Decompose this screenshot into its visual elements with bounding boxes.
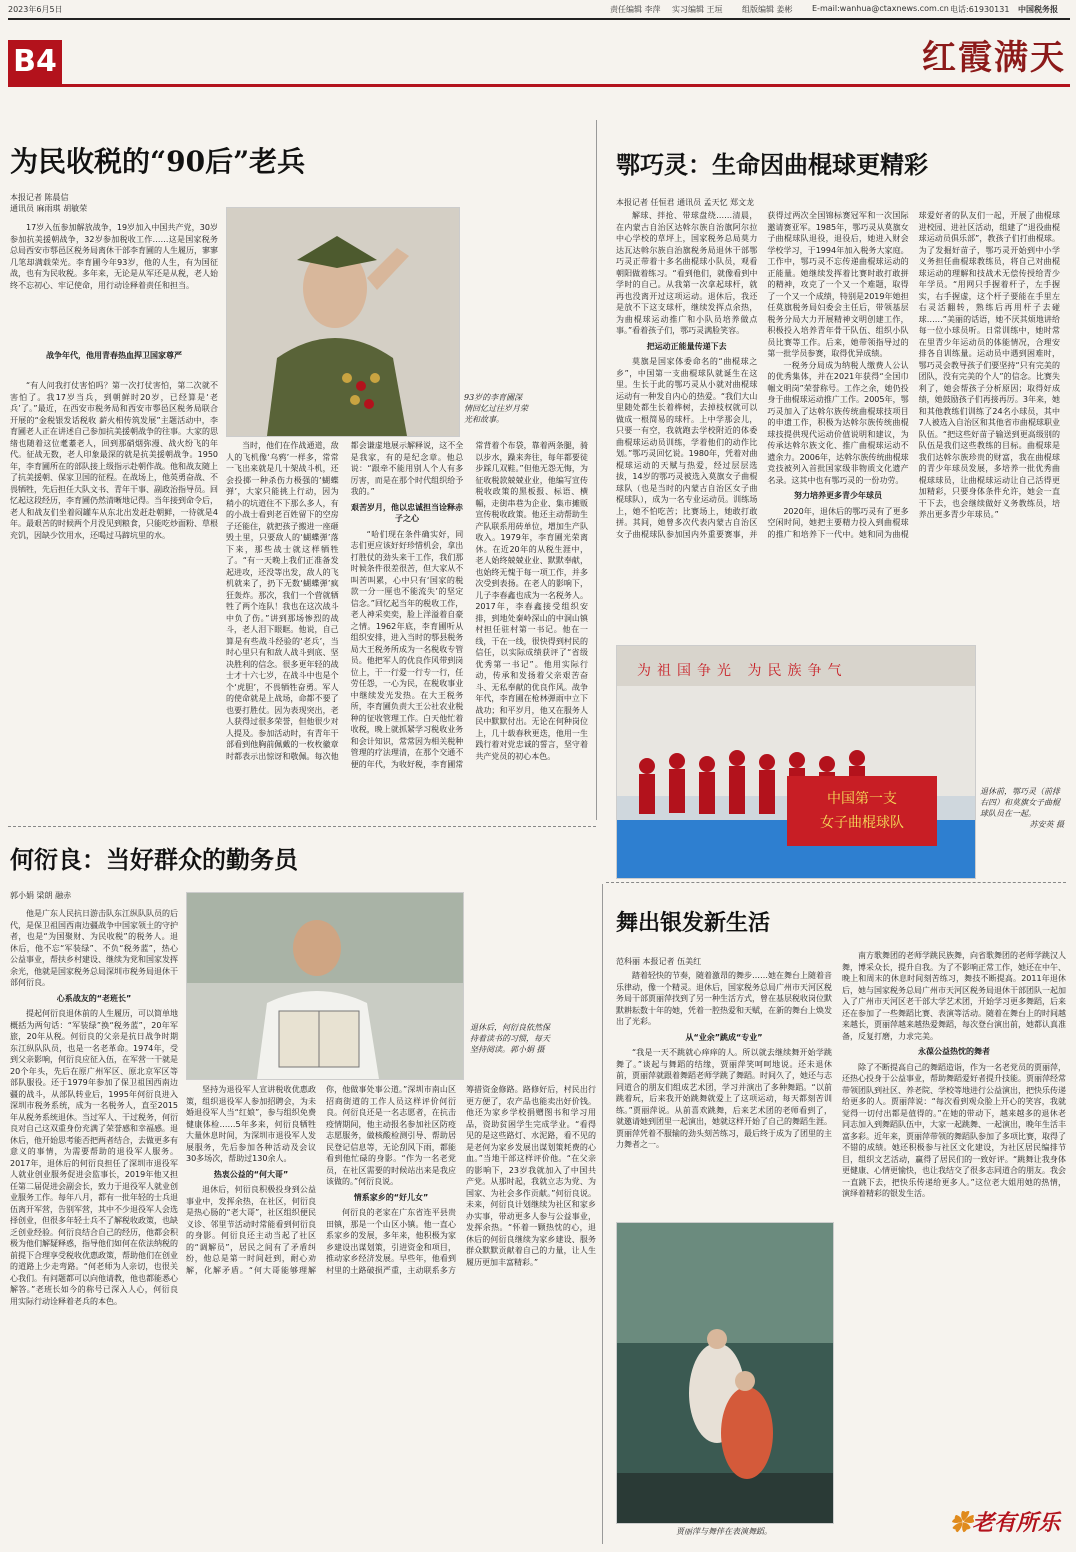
section-title: 红霞满天 — [922, 38, 1066, 78]
article3-headline: 何衍良：当好群众的勤务员 — [10, 845, 298, 874]
article3-body3: 坚持为退役军人宣讲税收优惠政策，组织退役军人参加招聘会，为未婚退役军人当“红娘”，参与组织免费健康体检……5年多来，何衍良牺牲大量休息时间，为深圳市退役军人发展服务，先后参加各种活动及会议30多场次，帮助过130余人。 — [186, 1085, 316, 1163]
article3-byline: 郭小娟 梁朗 融赤 — [10, 891, 72, 900]
article3-col1 — [10, 908, 178, 1544]
photo-banner: 为祖国争光 为民族争气 — [637, 663, 848, 679]
team-flag-line2: 女子曲棍球队 — [820, 815, 904, 831]
article2-caption — [980, 786, 1064, 830]
article3-body1: 他是广东人民抗日游击队东江纵队队员的后代，是保卫祖国西南边疆战争中国家领土的守护者，也是“为国聚财、为民收税”的税务人。退休后，他不忘“军装绿”、不负“税务蓝”，热心公益事业，帮扶乡村建设、继续为党和国家发挥余光，他就是国家税务总局深圳市税务局退休干部何衍良。 — [10, 909, 178, 987]
article2-subhead2: 努力培养更多青少年球员 — [793, 491, 882, 500]
article1-byline — [10, 192, 140, 214]
column-divider-bottom — [602, 884, 603, 1544]
section-logo — [950, 1506, 1070, 1542]
article3-body2: 提起何衍良退休前的人生履历，可以简单地概括为两句话：“军装绿”换“税务蓝”，20年军旅，20年从税。何衍良的父亲是抗日战争时期东江纵队队员，也是一名老革命。1974年，受到父亲影响，何衍良应征入伍，在军营一干就是20个年头，先后在原广州军区、原北京军区等部队服役。还于1979年参加了保卫祖国西南边疆的战斗，从部队转业后，1995年何衍良进入深圳市税务系统，成为一名税务人，直至2015年从税务系统退休。当过军人、干过税务，何衍良对自己这双重身份充满了荣誉感和幸福感。退休后，他开始思考能否把两者结合，去做更多有意义的事情，为需要帮助的退役军人服务。2017年，退休后的何衍良担任了深圳市退役军人就业创业服务促进会监事长，2019年他又担任第二届促进会副会长，致力于退役军人就业创业服务工作。每年八月，都有一批年轻的士兵退伍离开军营，告别军营，其中不少退役军人会选择创业，但很多年轻士兵不了解税收政策，也缺乏创业经验。何衍良结合自己的经历，他都会积极为他们解疑释惑，指导他们如何在依法纳税的前提下合理享受税收优惠政策，帮助他们在创业的道路上少走弯路。“何老师为人亲切，也很关心我们。有问题都可以向他请教，他也都能悉心解答。”老班长如今的称号已深入人心，何衍良用实际行动诠释着老兵的本色。 — [10, 1009, 178, 1306]
article4-col2 — [842, 950, 1066, 1430]
article4-col1 — [616, 970, 832, 1202]
article4-subhead1: 从“业余”跳成“专业” — [685, 1032, 763, 1042]
article2-body3: 一税务分局成为纳税人缴费人公认的优秀集体，并在2021年获得“全国巾帼文明岗”荣誉称号。工作之余，她仍投身于曲棍球运动推广工作。2005年，鄂巧灵加入了达斡尔族传统曲棍球技项目的申遗工作，积极为达斡尔族传统曲棍球技提供现代运动价值说明和建议，为传承达斡尔族文化、推广曲棍球运动不遗余力。2006年，达斡尔族传统曲棍球竞技被列入首批国家级非物质文化遗产名录。这其中也有鄂巧灵的一份功劳。 — [767, 360, 909, 485]
responsible-editor: 责任编辑 李萍 — [610, 5, 661, 14]
article2-photo — [616, 645, 976, 879]
section-rule — [8, 84, 1070, 87]
article1-body3-text: “哈们现在条件确实好，同志们更应该好好珍惜机会，拿出打胜仗的劲头来干工作，我们那时候条件很差很苦，但大家从不叫苦叫累，心中只有‘国家的税款一分一厘也不能流失’的坚定信念。”回忆起当年的税收工作，老人神采奕奕，脸上洋溢着自豪之情。1962年底，李育圃听从组织安排，进入当时的鄠县税务局大王税务所成为一名税收专管员。他把军人的优良作风带到岗位上，干一行爱一行专一行，任劳任怨，一心为民，在税收事业中继续发光发热。在大王税务所，李育圃负责大王公社农业税种的征收管理工作。白天他忙着收税，晚上就抓紧学习税收业务和会计知识，常常因为相关税种管理的疗法理清，在那个交通不便的年代，为收好税，李育圃常常背着个布袋，靠着两条腿，骑以步水，躁来奔往，每年都要徒步踩几双鞋。”但他无怨无悔，为征收税款兢兢业业，他编写宣传税收政策的黑板报、标语、横幅，走街串巷为企业、集市摊贩宣传税收政策。他还主动帮助生产队联系用砖单位，增加生产队收入。1979年，李育圃光荣离休。在近20年的从税生涯中，老人始终兢兢业业、默默奉献，也始终无愧于每一项工作，并多次受到表扬。在老人的影响下，儿子李春鑫也成为一名税务人。2017年，李春鑫接受组织安排，到地处秦岭深山的中洞山镇村担任驻村第一书记。他在一线，干在一线，很快得到村民的信任，以实际成绩获评了“省级优秀第一书记”。他用实际行动，传承和发扬着父亲艰苦奋斗、无私奉献的优良作风。战争年代，李育圃在枪林弹雨中立下战功；和平岁月，他又在服务人民中默默付出。无论在何种岗位上，几十载春秋更迭，他用一生践行着对党忠诚的誓言，坚守着共产党员的初心本色。 — [350, 441, 588, 769]
article3-subhead1: 心系战友的“老班长” — [56, 993, 132, 1003]
layout-editor: 组版编辑 姜彬 — [742, 5, 793, 14]
article1-body1: “有人问我打仗害怕吗？第一次打仗害怕，第二次就不害怕了。我17岁当兵，到朝鲜时20岁，已经算是‘老兵’了。”最近，在西安市税务局和西安市鄠邑区税务局联合开展的“金税银发话税收 薪火相传筑发展”主题活动中，李育圃老人正在讲述自己参加抗美援朝战争的往事。大家的思绪也随着这位耄耋老人，回到那硝烟弥漫、战火纷飞的年代。征战无数，老人印象最深的就是抗美援朝战争。1950年，李育圃所在的部队接上级指示赴朝作战。他和战友随上了抗美援朝、保家卫国的征程。在战场上，他英勇奋战、不畏牺牲，先后担任大队文书、青年干事、副政治指导员。回忆起这段经历，李育圃仍然清晰地记得。当年接到命令后，老人和战友们坐着闷罐车从东北出发赶赴朝鲜，一待就是4年。最艰苦的时候两个月没见到粮食，只能吃炒面粉、草根充饥，因缺少饮用水，还喝过马蹄坑里的水。 — [10, 381, 218, 540]
article2-byline: 本报记者 任恒君 通讯员 孟天忆 郑文龙 — [616, 198, 755, 207]
article3-subhead3: 情系家乡的“好儿女” — [353, 1192, 429, 1202]
column-divider — [596, 120, 597, 820]
contact-email: E-mail:wanhua@ctaxnews.com.cn — [812, 4, 949, 13]
masthead-bar — [0, 0, 1076, 18]
article1-subhead1: 战争年代，他用青春热血捍卫国家尊严 — [46, 351, 182, 360]
article3-body4: 退休后，何衍良积极投身到公益事业中，发挥余热，在社区，何衍良是热心肠的“老大哥”，社区组织便民义诊、邻里节活动时常能看到何衍良的身影。何衍良还主动当起了社区的“调解员”，居民之间有了矛盾纠纷，他总是第一时间赶到，耐心劝解，化解矛盾。“何大哥能够理解你，他做事处事公道。”深圳市南山区招商街道的工作人员这样评价何衍良。何衍良还是一名志愿者，在抗击疫情期间，他主动报名参加社区防疫志愿服务，做核酸检测引导、帮助居民登记信息等，无论刮风下雨，都能看到他忙碌的身影。“作为一名老党员，在社区需要的时候站出来是我应该做的。”何衍良说。 — [186, 1085, 456, 1275]
article1-body2 — [226, 440, 588, 820]
article1-headline: 为民收税的“90后”老兵 — [10, 145, 306, 178]
article4-subhead2: 永葆公益热忱的舞者 — [918, 1047, 990, 1056]
header-rule — [8, 18, 1070, 20]
team-flag-line1: 中国第一支 — [827, 791, 897, 807]
newspaper-name: 中国税务报 — [1018, 5, 1058, 14]
article2-body — [616, 210, 1060, 638]
article2-body1: 解球、拌抢、带球盘绕……清晨，在内蒙古自治区达斡尔族自治旗阿尔拉中心学校的草坪上，国家税务总局莫力达瓦达斡尔族自治旗税务局退休干部鄂巧灵正带着十多名曲棍球小队员，观看朝阳做着练习。“看到他们，就像看到中学时的自己。从我第一次拿起球杆，就再也没离开过这项运动。退休后，我还是放不下这支球杆，继续发挥点余热，为曲棍球运动推广和小队员培养做点事。”看着孩子们，鄂巧灵满脸笑容。 — [616, 211, 758, 335]
hockey-team-photo — [617, 646, 975, 878]
logo-text: 老有所乐 — [972, 1510, 1061, 1536]
article4-body3: 南方歌舞团的老师学跳民族舞，向省歌舞团的老师学跳汉人舞，博采众长，提升自我。为了不影响正常工作，她还在中午、晚上和周末的休息时间刻苦练习，舞技不断提高。2011年退休后，她与国家税务总局广州市天河区税务局退休干部团队一起加入了广州市天河区老干部大学艺术团，开始学习更多舞蹈，后来还在参加了一些舞蹈比赛、表演等活动。随着在舞台上的时间越来越长，贾丽萍越来越热爱舞蹈，每次登台演出前，她都认真准备，反复打磨，力求完美。 — [842, 951, 1066, 1041]
article1-reporter: 本报记者 陈晨信 — [10, 193, 69, 202]
article1-subhead2: 艰苦岁月，他以忠诚担当诠释赤子之心 — [350, 502, 463, 523]
article4-body4: 除了不断提高自己的舞蹈造诣，作为一名老党员的贾丽萍，还热心投身于公益事业，帮助舞蹈爱好者提升技能。贾丽萍经常带领团队到社区、养老院、学校等地进行公益演出，把快乐传递给更多的人。贾丽萍说：“每次看到观众脸上开心的笑容，我就觉得一切付出都是值得的。”在她的带动下，越来越多的退休老同志加入到舞蹈队伍中，大家一起跳舞、一起演出，晚年生活丰富多彩。近年来，贾丽萍带领的舞蹈队参加了多项比赛，取得了不错的成绩。她还积极参与社区文化建设，为社区居民编排节目，组织文艺活动，赢得了居民们的一致好评。“跳舞让我身体更健康、心情更愉快，也让我结交了很多志同道合的朋友。我会一直跳下去，把快乐传递给更多人。”这位老大姐用她的热情，演绎着精彩的银发生活。 — [842, 1062, 1066, 1198]
contact-phone: 电话:61930131 — [950, 5, 1010, 14]
article4-photo — [616, 1222, 834, 1524]
article1-photo — [226, 207, 460, 437]
article2-body2: 莫旗是国家体委命名的“曲棍球之乡”，中国第一支曲棍球队就诞生在这里。生长于此的鄂巧灵从小就对曲棍球运动有一种发自内心的热爱。“我们大山里随处都生长着桦树，去掉枝权就可以做成一根简易的球杆。上中学那会儿，只要一有空，我就跑去学校附近的体委曲棍球运动员训练，学着他们的动作比划。”鄂巧灵回忆说。1980年，凭着对曲棍球运动的天赋与热爱，经过层层选拔，14岁的鄂巧灵被选入莫旗女子曲棍球队（也是当时的内蒙古自治区女子曲棍球队），成为一名专业运动员。训练场上，她不怕吃苦；比赛场上，她敢打敢拼。其间，她曾多次代表内蒙古自治区女子曲棍球队参加国内外重要赛事，并获得过两次全国锦标赛冠军和一次国际邀请赛亚军。1985年，鄂巧灵从莫旗女子曲棍球队退役，退役后，她进入财会学校学习，于1994年加入税务大家庭。工作中，鄂巧灵不忘传递曲棍球运动的正能量。她继续发挥着比赛时敢打敢拼的精神，攻克了一个又一个难题，取得了一个又一个成绩，特别是2019年她担任莫旗税务局妇委会主任后，带领基层税务分局大力开展精神文明创建工作，积极投入培养青年骨干队伍、组织小队员比赛等工作。后来，她带领指导过的第一批学员参赛，取得优异成绩。 — [616, 211, 909, 539]
article4-headline: 舞出银发新生活 — [616, 910, 771, 936]
issue-date: 2023年6月5日 — [8, 5, 63, 14]
article2-caption-text: 退休前，鄂巧灵（前排右四）和莫旗女子曲棍球队员在一起。 — [980, 787, 1060, 818]
article1-lead: 17岁入伍参加解放战争，19岁加入中国共产党，30岁参加抗美援朝战争，32岁参加税收工作……这是国家税务总局西安市鄠邑区税务局离休干部李育圃的人生履历，寥寥几笔却满载荣光。李育圃今年93岁，他的人生，有为国征战，也有为民收税。多年来，无论是从军还是从税，老人始终不忘初心、牢记使命，用行动诠释着责任和担当。 — [10, 223, 218, 290]
intern-editor: 实习编辑 王垣 — [672, 5, 723, 14]
article2-body4: 2020年，退休后的鄂巧灵有了更多空闲时间，她把主要精力投入到曲棍球的推广和培养下一代中。她和同为曲棍球爱好者的队友们一起，开展了曲棍球进校园、进社区活动，组建了“退役曲棍球运动员俱乐部”，教孩子们打曲棍球。为了发掘好苗子，鄂巧灵开始到中小学义务担任曲棍球教练员，将自己对曲棍球运动的理解和技战术无偿传授给青少年学员。“用网只手握着杆子，左手握实，右手握虚，这个杆子要能在手里左右灵活翻转，熟练后再用杆子去碰球……”美丽的话语，她不厌其烦地讲给每一位小球员听。日常训练中，她时常在里青少年运动员的体能情况，合理安排各自训练量。运动员中遇到困难时，鄂巧灵会教导孩子们要坚持“只有完美的团队，没有完美的个人”的信念。比赛失利了，她会帮孩子分析原因；取得好成绩，她鼓励孩子们再接再厉。3年来，她和其他教练们训练了24名小球员，其中7人被选入自治区和其他省市曲棍球职业队伍。“把这些好苗子输送到更高级别的队伍是我们这些教练的目标。曲棍球是我们达斡尔族珍贵的财富，我在曲棍球的青少年球员发展，多培养一批优秀曲棍球球员，让曲棍球运动让自己活得更加精彩，只要身体条件允许，她会一直干下去，也会继续做好义务教练员，培养出更多青少年球员。” — [767, 211, 1060, 539]
article3-caption: 退休后，何衍良依然保持着读书的习惯，每天坚持阅读。郭小娟 摄 — [470, 1023, 550, 1054]
article1-correspondents: 通讯员 麻雨琪 胡敏荣 — [10, 204, 88, 213]
section-separator-left — [8, 826, 596, 827]
article2-headline: 鄂巧灵：生命因曲棍球更精彩 — [616, 150, 928, 179]
article4-caption: 贾丽萍与舞伴在表演舞蹈。 — [676, 1527, 772, 1536]
article3-body5: 何衍良的老家在广东省连平县贵田镇，那是一个山区小镇。他一直心系家乡的发展，多年来，他积极为家乡建设出谋划策，引进资金和项目，推动家乡经济发展。早些年，他看到村里的土路破损严重，主动联系多方筹措资金修路。路修好后，村民出行更方便了，农产品也能卖出好价钱。他还为家乡学校捐赠图书和学习用品，资助贫困学生完成学业。“看得见的是这些路灯、水泥路，看不见的是老何为家乡发展出谋划策耗费的心血。”当地干部这样评价他。“在父亲的影响下，23岁我就加入了中国共产党。从那时起，我就立志为党、为国家、为社会多作贡献。”何衍良说。未来，何衍良计划继续为社区和家乡办实事，带动更多人参与公益事业，发挥余热。“怀着一颗热忱的心，退休后的何衍良继续为家乡建设、服务群众默默贡献着自己的力量，让人生履历更加丰富精彩。” — [326, 1085, 596, 1275]
reading-man-photo — [187, 893, 463, 1079]
article4-body2: “我是一天不跳就心痒痒的人。所以就去继续舞开始学跳舞了。”谈起与舞蹈的结缘，贾丽萍笑呵呵地说。还未退休前，贾丽萍就跟着舞蹈老师学跳了舞蹈。时间久了，她还与志同道合的朋友们组成艺术团，学习并演出了多种舞蹈。“以前跳着玩，后来我开始跳舞就爱上了这项运动，每天都刻苦训练。”贾丽萍说。从前喜欢跳舞，后来艺术团的老师看到了，就邀请她到团里一起演出，她就这样开始了自己的舞蹈生涯。贾丽萍凭着不服输的劲头刻苦练习，最后终于成为了团里的主力舞者之一。 — [616, 1048, 832, 1149]
article1-caption: 93岁的李育圃深情回忆过往岁月荣光和故事。 — [464, 393, 528, 424]
article3-photo — [186, 892, 464, 1080]
section-separator-right — [606, 882, 1066, 883]
article1-body2-text: 当时，他们在作战通道，敌人的飞机像‘乌鸦’一样多，常常一飞出来就是几十架战斗机，还会投掷一种杀伤力极强的‘蝴蝶弹’，大家只能挑上行动，因为稍小的坑道住不下那么多人，有的小战士看到老百姓留下的空房子还能住，就把孩子搬进一座砸毁土里，只要敌人的‘蝴蝶弹’落下来，那些战士就这样牺牲了。“有一天晚上我们正准备发起进攻，还没等出发，敌人的飞机就来了，扔下无数‘蝴蝶弹’疯狂轰炸。那次，我们一个营就牺牲了两个连队！我也在这次战斗中负了伤。”讲到那场惨烈的战斗，老人泪下眼眶。他说，自己算是有些战斗经验的‘老兵’，当时心里只有和敌人战斗到底、坚决胜利的信念。很多更年轻的战士才十六七岁，在战斗中也是个个‘虎胆’，不畏牺牲奋勇。军人的使命就是上战场，命都不要了也要打胜仗。因为表现突出，老人获得过很多荣誉，但他很少对人提及。参加活动时，有青年干部看到他胸前佩戴的一枚枚徽章时都表示出惊讶和敬佩。每次他都会谦虚地展示解释说，这不全是我家，有的是纪念章。他总说：“跟牵不能用别人个人有多厉害，而是在那个时代组织给予我的。” — [226, 441, 464, 761]
article2-subhead1: 把运动正能量传递下去 — [646, 341, 727, 351]
article3-subhead2: 热衷公益的“何大哥” — [213, 1169, 289, 1179]
article4-byline: 范科丽 本报记者 伍美红 — [616, 957, 702, 966]
article2-photo-credit: 苏安英 摄 — [1029, 820, 1064, 829]
article4-body1: 踏着轻快的节奏，随着激昂的舞步……她在舞台上随着音乐律动，像一个精灵。退休后，国家税务总局广州市天河区税务局干部贾丽萍找到了另一种生活方式，曾在基层税收岗位默默耕耘数十年的她，凭着一腔热爱和天赋，在新的舞台上焕发出了光彩。 — [616, 971, 832, 1026]
veteran-photo — [227, 208, 459, 436]
article3-columns — [186, 1084, 596, 1544]
dancers-photo — [617, 1223, 833, 1523]
page-number-badge: B4 — [8, 40, 62, 84]
logo-flower-icon: ✿ — [950, 1510, 973, 1536]
